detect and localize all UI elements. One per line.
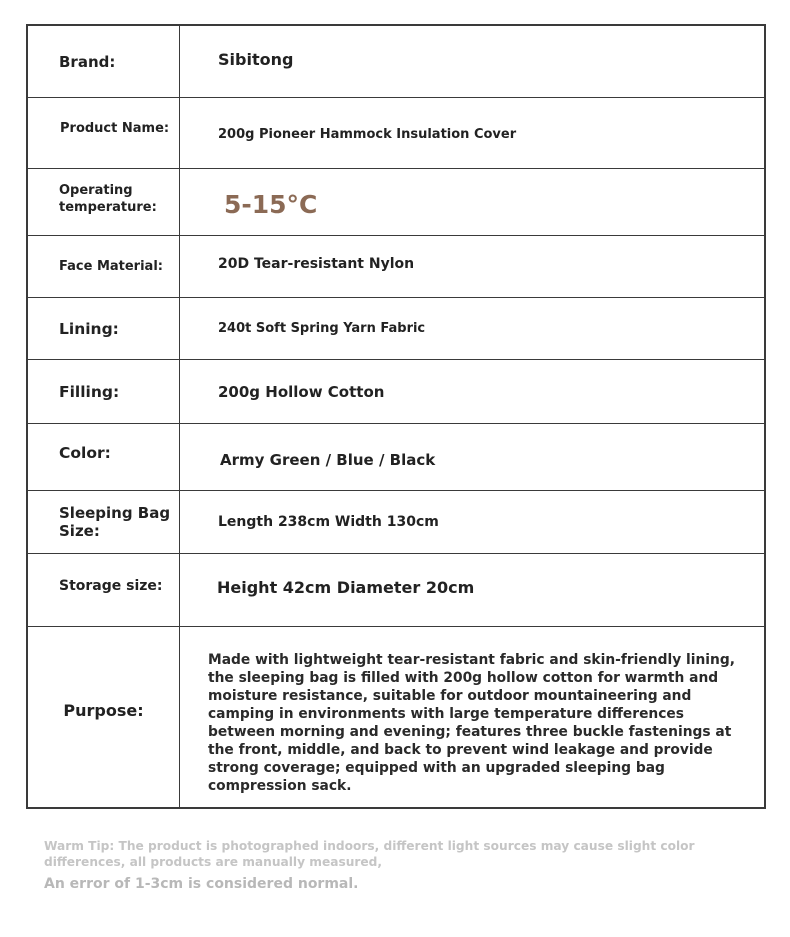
spec-row-storage-size <box>28 554 764 627</box>
sleeping-bag-size-label: Sleeping Bag Size: <box>28 491 180 553</box>
spec-row-color <box>28 424 764 491</box>
filling-value: 200g Hollow Cotton <box>218 382 385 401</box>
spec-row-sleeping-bag-size <box>28 491 764 554</box>
face-material-value: 20D Tear-resistant Nylon <box>218 255 415 272</box>
spec-row-product-name <box>28 98 764 169</box>
brand-value: Sibitong <box>218 50 294 69</box>
spec-row-filling <box>28 360 764 424</box>
purpose-value: Made with lightweight tear-resistant fabric and skin-friendly lining, the sleeping bag is filled with 200g hollow cotton for warmth and moisture resistance, suitable for outdoor mountaineering and camping in environments with large temperature differences between morning and evening; features three buckle fastenings at the front, middle, and back to prevent wind leakage and provide strong coverage; equipped with an upgraded sleeping bag compression sack. <box>208 652 735 794</box>
sleeping-bag-size-value: Length 238cm Width 130cm <box>218 514 439 530</box>
spec-row-operating-temperature <box>28 169 764 236</box>
filling-label: Filling: <box>28 360 180 423</box>
purpose-label: Purpose: <box>28 627 180 807</box>
spec-row-lining <box>28 298 764 360</box>
spec-row-brand <box>28 26 764 98</box>
storage-size-label: Storage size: <box>28 554 180 626</box>
lining-value: 240t Soft Spring Yarn Fabric <box>218 321 426 336</box>
spec-table <box>26 24 766 809</box>
operating-temperature-label: Operating temperature: <box>28 169 180 235</box>
error-tolerance-note: An error of 1-3cm is considered normal. <box>44 876 359 892</box>
operating-temperature-value: 5-15°C <box>224 189 318 219</box>
face-material-label: Face Material: <box>28 236 180 297</box>
storage-size-value: Height 42cm Diameter 20cm <box>217 577 475 597</box>
color-value: Army Green / Blue / Black <box>220 451 436 469</box>
lining-label: Lining: <box>28 298 180 359</box>
spec-row-purpose <box>28 627 764 807</box>
product-name-value: 200g Pioneer Hammock Insulation Cover <box>218 126 517 142</box>
product-name-label: Product Name: <box>28 98 180 168</box>
warm-tip-note: Warm Tip: The product is photographed indoors, different light sources may cause slight color differences, all products are manually measured, <box>44 839 695 869</box>
brand-label: Brand: <box>28 26 180 97</box>
spec-row-face-material <box>28 236 764 298</box>
color-label: Color: <box>28 424 180 490</box>
